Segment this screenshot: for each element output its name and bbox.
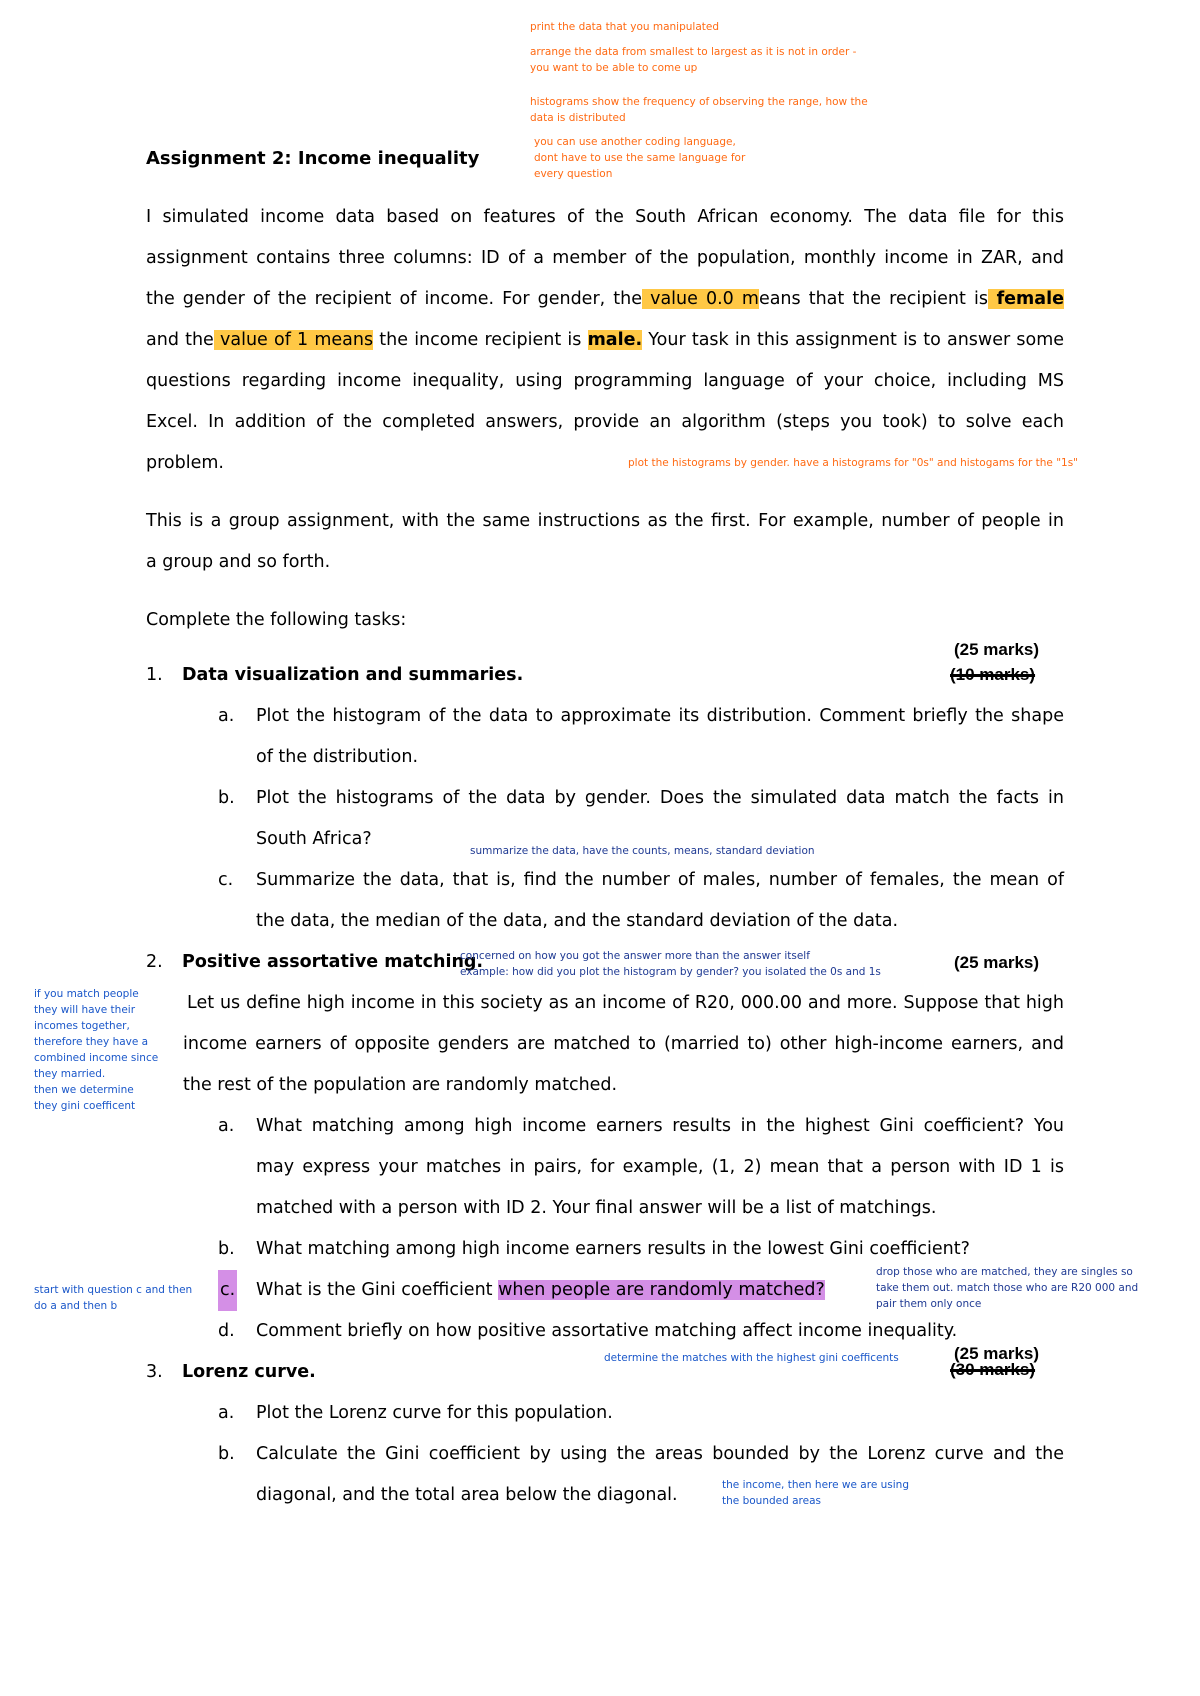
section3-marks-new: (25 marks) xyxy=(954,1344,1040,1363)
section1-list xyxy=(218,696,1064,942)
section2-intro: Let us define high income in this society as an income of R20, 000.00 and more. Suppose that high income earners of opposite genders are matched to (married to) other high-income earners, and the rest of the population are randomly matched. xyxy=(183,993,1064,1095)
section1-heading: 1. Data visualization and summaries. xyxy=(146,665,524,685)
section1-marks-new: (25 marks) xyxy=(954,640,1040,659)
tasks-heading: Complete the following tasks: xyxy=(146,610,407,630)
annotation-bounded-areas: the income, then here we are using the bounded areas xyxy=(722,1479,909,1507)
annotation-determine-matches: determine the matches with the highest gini coefficents xyxy=(604,1352,899,1364)
section2-item-b: b. What matching among high income earners results in the lowest Gini coefficient? xyxy=(218,1239,970,1259)
section1-item-b: b. Plot the histograms of the data by gender. Does the simulated data match the facts in South Africa? xyxy=(218,788,1064,849)
annotation-start-with-c: start with question c and then do a and then b xyxy=(34,1284,193,1312)
section3-item-a: a. Plot the Lorenz curve for this population. xyxy=(218,1403,613,1423)
section3-list xyxy=(218,1393,1064,1516)
annotation-print-data: print the data that you manipulated xyxy=(530,21,720,33)
highlight-randomly-matched: when people are randomly matched? xyxy=(498,1280,825,1300)
annotation-drop-matched: drop those who are matched, they are singles so take them out. match those who are R20 000 and pair them only once xyxy=(876,1266,1139,1310)
section1-item-a: a. Plot the histogram of the data to approximate its distribution. Comment briefly the shape of the distribution. xyxy=(218,706,1064,767)
annotation-coding-language: you can use another coding language, dont have to use the same language for every question xyxy=(534,136,746,180)
group-assignment-paragraph: This is a group assignment, with the same instructions as the first. For example, number of people in a group and so forth. xyxy=(146,511,1064,572)
section3-item-b: b. Calculate the Gini coefficient by using the areas bounded by the Lorenz curve and the diagonal, and the total area below the diagonal. xyxy=(218,1444,1064,1505)
annotation-summarize: summarize the data, have the counts, means, standard deviation xyxy=(470,845,815,857)
annotation-plot-histograms-gender: plot the histograms by gender. have a histograms for "0s" and histogams for the "1s" xyxy=(628,457,1079,469)
section3-marks-old: (30 marks) xyxy=(950,1360,1036,1379)
section2-heading: 2. Positive assortative matching. xyxy=(146,952,484,972)
section2-list xyxy=(218,1106,1064,1352)
section2-item-a: a. What matching among high income earners results in the highest Gini coefficient? You may express your matches in pairs, for example, (1, 2) mean that a person with ID 1 is matched with a person with ID 2. Your final answer will be a list of matchings. xyxy=(218,1116,1064,1218)
intro-paragraph: I simulated income data based on features of the South African economy. The data file for this assignment contains three columns: ID of a member of the population, monthly income in ZAR, and the gender of the recipient of income. For gender, the value 0.0 means that the recipient is female and the value of 1 means the income recipient is male. Your task in this assignment is to answer some questions regarding income inequality, using programming language of your choice, including MS Excel. In addition of the completed answers, provide an algorithm (steps you took) to solve each problem. xyxy=(146,207,1065,473)
annotation-if-you-match: if you match people they will have their incomes together, therefore they have a combined income since they married. then we determine they gini coefficent xyxy=(34,988,159,1112)
highlight-c-letter: c. xyxy=(218,1270,237,1311)
section1-marks-old: (10 marks) xyxy=(950,665,1036,684)
annotation-concerned: concerned on how you got the answer more than the answer itself example: how did you plot the histogram by gender? you isolated the 0s and 1s xyxy=(460,950,881,978)
section2-item-d: d. Comment briefly on how positive assortative matching affect income inequality. xyxy=(218,1321,958,1341)
highlight-male: male. xyxy=(587,330,643,350)
highlight-value-1: value of 1 means xyxy=(213,330,374,350)
annotation-arrange-data: arrange the data from smallest to largest as it is not in order - you want to be able to come up xyxy=(530,46,857,74)
section2-item-c: c. What is the Gini coefficient when people are randomly matched? xyxy=(218,1270,1064,1311)
document-title: Assignment 2: Income inequality xyxy=(146,148,480,169)
section2-marks: (25 marks) xyxy=(954,953,1040,972)
section1-item-c: c. Summarize the data, that is, find the number of males, number of females, the mean of the data, the median of the data, and the standard deviation of the data. xyxy=(218,870,1064,931)
annotation-histograms: histograms show the frequency of observing the range, how the data is distributed xyxy=(530,96,868,124)
highlight-value-0: value 0.0 m xyxy=(642,289,759,309)
highlight-female: female xyxy=(987,289,1064,309)
section3-heading: 3. Lorenz curve. xyxy=(146,1362,316,1382)
